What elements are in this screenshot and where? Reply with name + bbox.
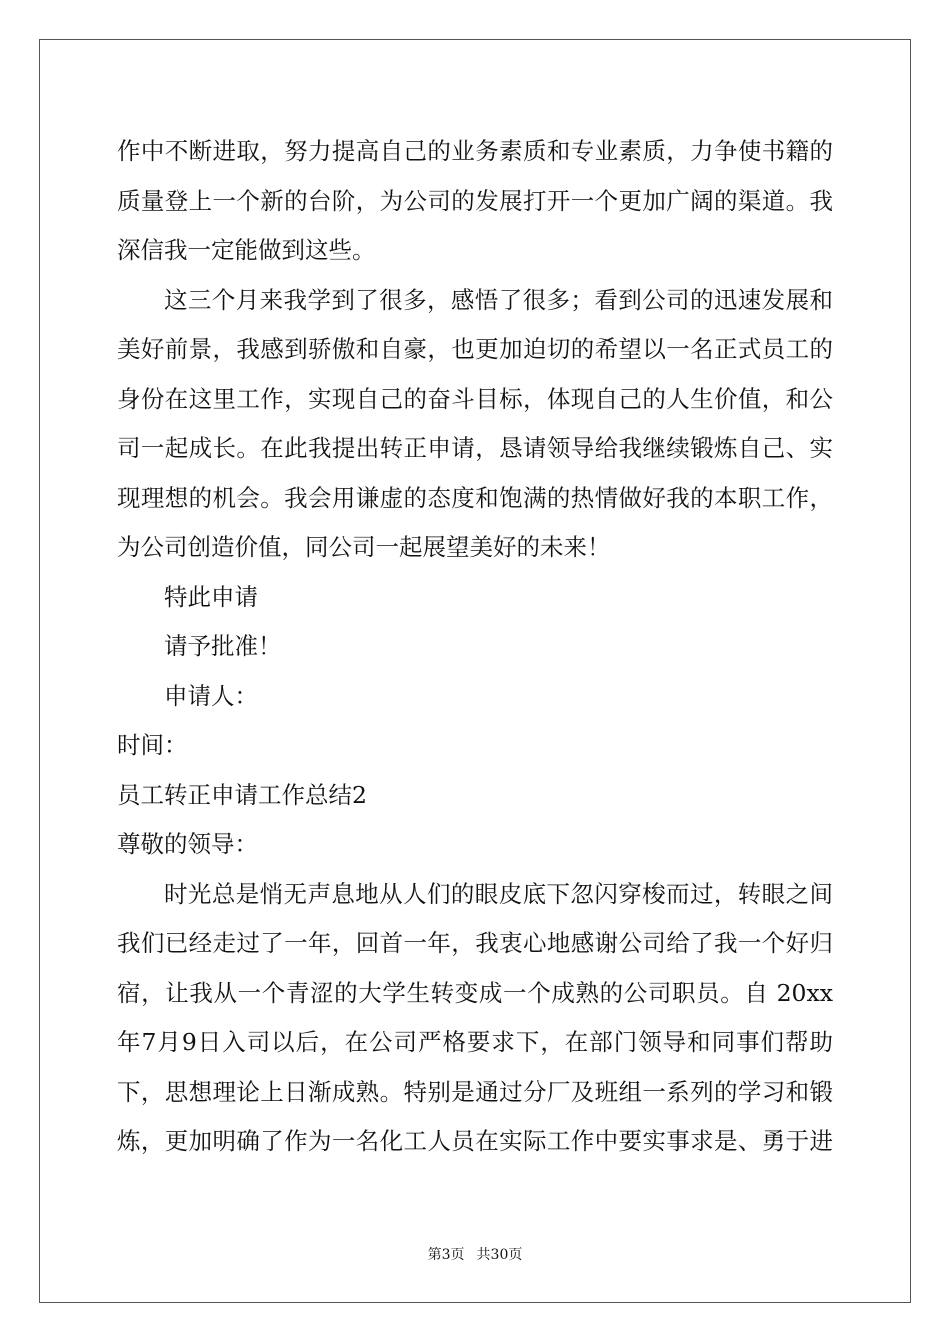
text-line: 质量登上一个新的台阶，为公司的发展打开一个更加广阔的渠道。我 (117, 186, 833, 215)
page-total: 共30页 (476, 1247, 523, 1263)
text-line: 司一起成长。在此我提出转正申请，恳请领导给我继续锻炼自己、实 (117, 434, 833, 462)
text-line: 深信我一定能做到这些。 (117, 236, 376, 264)
text-line: 时光总是悄无声息地从人们的眼皮底下忽闪穿梭而过，转眼之间 (164, 879, 833, 908)
text-line: 我们已经走过了一年，回首一年，我衷心地感谢公司给了我一个好归 (117, 929, 833, 957)
text-line: 宿，让我从一个青涩的大学生转变成一个成熟的公司职员。自 20xx (117, 978, 833, 1007)
salutation: 尊敬的领导： (117, 830, 258, 858)
text-line: 下，思想理论上日渐成熟。特别是通过分厂及班组一系列的学习和锻 (117, 1077, 833, 1106)
document-body (117, 127, 833, 1167)
text-line: 炼，更加明确了作为一名化工人员在实际工作中要实事求是、勇于进 (117, 1127, 833, 1155)
closing-line: 请予批准！ (164, 632, 282, 660)
text-line: 这三个月来我学到了很多，感悟了很多；看到公司的迅速发展和 (164, 285, 833, 314)
page-number: 第3页 (427, 1247, 465, 1263)
date-label: 时间： (117, 731, 188, 759)
text-line: 身份在这里工作，实现自己的奋斗目标，体现自己的人生价值，和公 (117, 384, 833, 413)
text-line: 作中不断进取，努力提高自己的业务素质和专业素质，力争使书籍的 (117, 137, 833, 165)
text-line: 为公司创造价值，同公司一起展望美好的未来！ (117, 533, 611, 561)
text-line: 年7月9日入司以后，在公司严格要求下，在部门领导和同事们帮助 (117, 1028, 833, 1056)
text-line: 现理想的机会。我会用谦虚的态度和饱满的热情做好我的本职工作， (117, 483, 833, 512)
text-line: 美好前景，我感到骄傲和自豪，也更加迫切的希望以一名正式员工的 (117, 335, 833, 363)
section-title: 员工转正申请工作总结2 (117, 780, 367, 809)
applicant-label: 申请人： (164, 681, 258, 710)
page-footer (0, 1244, 950, 1264)
closing-line: 特此申请 (164, 582, 258, 611)
